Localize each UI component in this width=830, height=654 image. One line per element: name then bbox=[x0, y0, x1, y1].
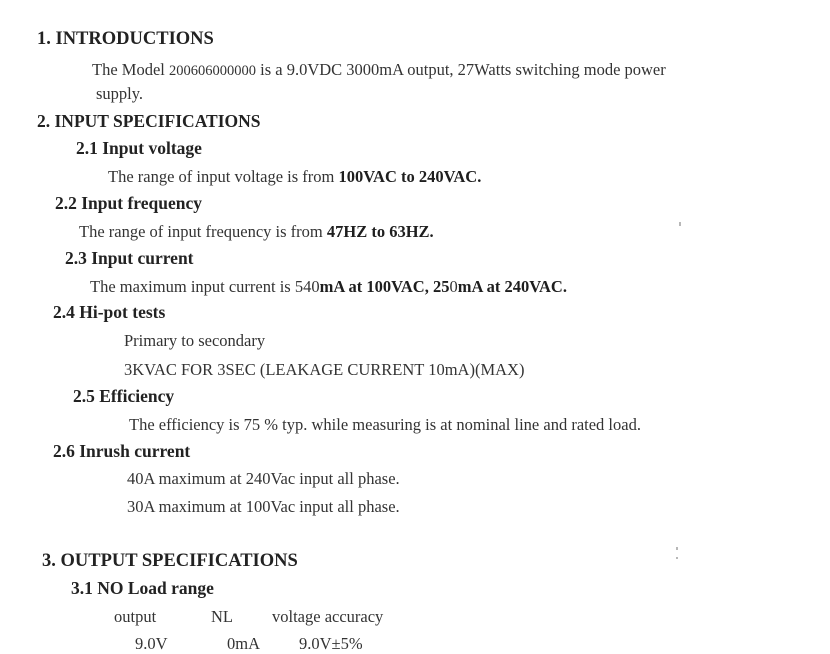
scan-speck bbox=[679, 222, 681, 226]
heading-input-current: 2.3 Input current bbox=[65, 248, 194, 268]
inrush-line-2: 30A maximum at 100Vac input all phase. bbox=[127, 497, 400, 516]
input-frequency-plain: The range of input frequency is from bbox=[79, 222, 327, 241]
intro-paragraph-line-2: supply. bbox=[96, 84, 144, 103]
heading-introductions: 1. INTRODUCTIONS bbox=[37, 29, 214, 49]
intro-text-suffix: is a 9.0VDC 3000mA output, 27Watts switching mode power bbox=[255, 60, 666, 79]
input-current-plain-1: The maximum input current is 540 bbox=[90, 277, 320, 296]
intro-text-prefix: The Model bbox=[92, 60, 169, 79]
heading-input-frequency: 2.2 Input frequency bbox=[55, 193, 202, 213]
input-frequency-range: 47HZ to 63HZ. bbox=[326, 222, 434, 241]
scan-speck bbox=[676, 547, 678, 550]
input-frequency-text bbox=[79, 222, 434, 242]
hipot-line-1: Primary to secondary bbox=[124, 331, 266, 350]
input-current-plain-2: 0 bbox=[449, 277, 458, 296]
table-header-nl: NL bbox=[211, 607, 233, 626]
heading-inrush-current: 2.6 Inrush current bbox=[53, 441, 191, 461]
table-header-voltage-accuracy: voltage accuracy bbox=[272, 607, 384, 626]
heading-efficiency: 2.5 Efficiency bbox=[73, 386, 175, 406]
heading-no-load-range: 3.1 NO Load range bbox=[71, 578, 214, 598]
heading-input-voltage: 2.1 Input voltage bbox=[76, 138, 202, 158]
hipot-line-2: 3KVAC FOR 3SEC (LEAKAGE CURRENT 10mA)(MAX) bbox=[124, 360, 525, 379]
scan-speck bbox=[676, 557, 678, 559]
heading-output-specifications: 3. OUTPUT SPECIFICATIONS bbox=[42, 551, 298, 571]
table-header-output: output bbox=[114, 607, 157, 626]
table-cell-nl-value: 0mA bbox=[227, 634, 260, 653]
model-number: 200606000000 bbox=[168, 63, 256, 79]
input-voltage-plain: The range of input voltage is from bbox=[108, 167, 339, 186]
input-voltage-text bbox=[108, 167, 481, 187]
table-cell-accuracy-value: 9.0V±5% bbox=[299, 634, 363, 653]
efficiency-text: The efficiency is 75 % typ. while measuring is at nominal line and rated load. bbox=[129, 415, 641, 434]
inrush-line-1: 40A maximum at 240Vac input all phase. bbox=[127, 469, 400, 488]
heading-input-specifications: 2. INPUT SPECIFICATIONS bbox=[37, 111, 261, 131]
input-voltage-range: 100VAC to 240VAC. bbox=[338, 167, 482, 186]
intro-paragraph-line-1 bbox=[92, 60, 666, 81]
table-cell-output-value: 9.0V bbox=[135, 634, 168, 653]
heading-hipot-tests: 2.4 Hi-pot tests bbox=[53, 302, 166, 322]
input-current-bold-1: mA at 100VAC, 25 bbox=[319, 277, 450, 296]
input-current-text bbox=[90, 277, 567, 297]
input-current-bold-2: mA at 240VAC. bbox=[457, 277, 567, 296]
